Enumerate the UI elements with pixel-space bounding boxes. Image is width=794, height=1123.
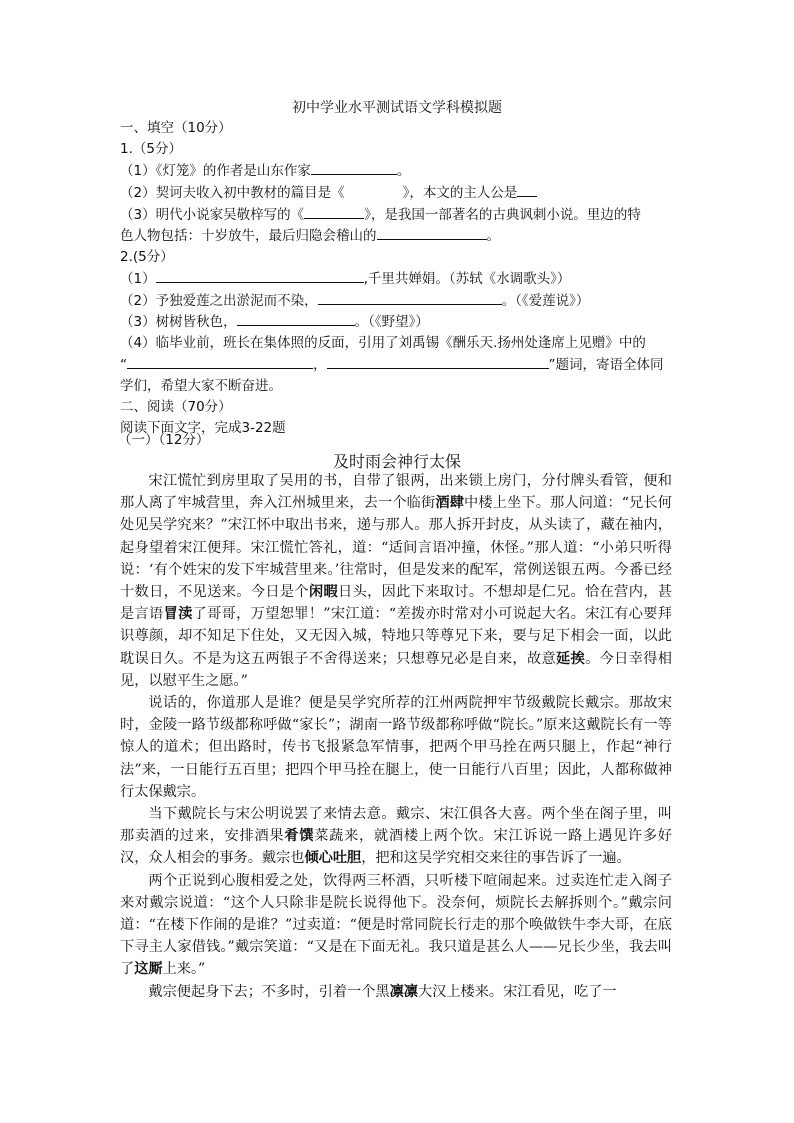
- passage-paragraph-1: [120, 470, 672, 692]
- q2-2-end: 。（《爱莲说》）: [501, 293, 590, 309]
- emphasized-word: 肴馔: [284, 828, 315, 845]
- passage-paragraph-2: [120, 692, 672, 803]
- reading-instruction: 阅读下面文字，完成3-22题: [120, 420, 286, 436]
- answer-blank[interactable]: [156, 268, 364, 283]
- passage-text: 中楼上坐下。那人问道：“兄长何处见吴学究来？”宋江怀中取出书来，递与那人。那人拆开封皮，从头读了，藏在袖内，起身望着宋江便拜。宋江慌忙答礼，道：“适间言语冲撞，休怪。”那人道：“小弟只听得说：‘有个姓宋的发下牢城营里来。’往常时，但是发来的配军，常例送银五两。今番已经十数日，不见送来。今日是个: [120, 495, 672, 601]
- q2-item-4-end: 学们，希望大家不断奋进。: [120, 378, 282, 394]
- passage-text: 。今日幸得相见，以慰平生之愿。”: [120, 650, 672, 689]
- section2-heading: 二、阅读（70分）: [120, 399, 232, 415]
- q1-3-cont-text: 色人物包括：十岁放牛，最后归隐会稽山的: [120, 228, 377, 244]
- q1-2-mid: 》，本文的主人公是: [402, 185, 518, 201]
- passage-text: 宋江慌忙到房里取了吴用的书，自带了银两，出来锁上房门，分付牌头看管，便和那人离了牢城营里，奔入江州城里来，去一个临街: [120, 473, 672, 512]
- passage-text: 说话的，你道那人是谁？便是吴学究所荐的江州两院押牢节级戴院长戴宗。那故宋时，金陵一路节级都称呼做“家长”；湖南一路节级都称呼做“院长。”原来这戴院长有一等惊人的道术；但出路时，传书飞报紧急军情事，把两个甲马拴在两只腿上，作起“神行法”来，一日能行五百里；把四个甲马拴在腿上，使一日能行八百里；因此，人都称做神行太保戴宗。: [120, 695, 672, 800]
- q2-2-text: （2）予独爱莲之出淤泥而不染，: [120, 293, 318, 309]
- answer-blank[interactable]: [327, 354, 549, 369]
- answer-blank[interactable]: [517, 182, 537, 197]
- q1-item-1: [120, 160, 410, 181]
- quote-open: “: [120, 357, 127, 373]
- emphasized-word: 凛凛: [389, 983, 418, 1000]
- part-label: （一）（12分）: [118, 432, 210, 448]
- q2-item-2: [120, 290, 589, 311]
- answer-blank[interactable]: [304, 204, 364, 219]
- q2-3-text: （3）树树皆秋色，: [120, 314, 237, 330]
- q2-item-4: （4）临毕业前，班长在集体照的反面，引用了刘禹锡《酬乐天.扬州处逢席上见赠》中的: [120, 335, 646, 351]
- passage-text: 戴宗便起身下去；不多时，引着一个黑: [148, 983, 390, 1000]
- emphasized-word: 延挨: [556, 650, 586, 667]
- q2-item-3: [120, 311, 429, 332]
- q1-3-text: （3）明代小说家吴敬梓写的《: [120, 207, 305, 223]
- emphasized-word: 倾心吐胆: [304, 850, 362, 867]
- quote-close: ”题词，寄语全体同: [548, 357, 664, 373]
- answer-blank[interactable]: [377, 225, 487, 240]
- quote-comma: ，: [313, 357, 327, 373]
- page-title: 初中学业水平测试语文学科模拟题: [292, 100, 502, 116]
- emphasized-word: 闲暇: [308, 584, 339, 601]
- passage-text: 当下戴院长与宋公明说罢了来情去意。戴宗、宋江俱各大喜。两个坐在阁子里，叫那卖酒的过来，安排酒果: [120, 806, 672, 845]
- answer-blank[interactable]: [127, 354, 313, 369]
- emphasized-word: 酒肆: [435, 495, 465, 512]
- q1-header: 1.（5分）: [120, 141, 182, 157]
- answer-blank[interactable]: [318, 290, 502, 305]
- emphasized-word: 冒渎: [163, 606, 193, 623]
- passage-title: 及时雨会神行太保: [332, 452, 461, 471]
- q1-item-3: [120, 204, 641, 225]
- passage-text: ，把和这吴学究相交来往的事告诉了一遍。: [361, 850, 631, 867]
- q1-item-3-cont: [120, 225, 500, 246]
- passage-body: [120, 470, 672, 1003]
- passage-text: 日头，因此下来取讨。不想却是仁兄。恰在营内，甚是言语: [120, 584, 672, 623]
- passage-text: 菜蔬来，就酒楼上两个饮。宋江诉说一路上遇见许多好汉，众人相会的事务。戴宗也: [120, 828, 672, 867]
- passage-text: 两个正说到心腹相爱之处，饮得两三杯酒，只听楼下喧闹起来。过卖连忙走入阁子来对戴宗说道：“这个人只除非是院长说得他下。没奈何，烦院长去解拆则个。”戴宗问道：“在楼下作闹的是谁？”过卖道：“便是时常同院长行走的那个唤做铁牛李大哥，在底下寻主人家借钱。”戴宗笑道：“又是在下面无礼。我只道是甚么人——兄长少坐，我去叫了: [120, 872, 672, 978]
- q1-1-end: 。: [396, 163, 411, 179]
- q2-item-1: [120, 268, 570, 289]
- q1-1-text: （1）《灯笼》的作者是山东作家: [120, 163, 311, 179]
- passage-paragraph-3: [120, 803, 672, 870]
- q1-item-2: [120, 182, 537, 203]
- passage-text: 大汉上楼来。宋江看见，吃了一: [417, 983, 617, 1000]
- section1-heading: 一、填空（10分）: [120, 120, 232, 136]
- q1-2-text: （2）契诃夫收入初中教材的篇目是《: [120, 185, 345, 201]
- passage-paragraph-5: [120, 981, 672, 1003]
- emphasized-word: 这厮: [134, 961, 163, 978]
- passage-paragraph-4: [120, 870, 672, 981]
- q2-header: 2.(5分）: [120, 249, 174, 265]
- passage-text: 了哥哥，万望恕罪！”宋江道：“差拨亦时常对小可说起大名。宋江有心要拜识尊颜，却不知足下住处，又无因入城，特地只等尊兄下来，要与足下相会一面，以此耽误日久。不是为这五两银子不舍得送来；只想尊兄必是自来，故意: [120, 606, 672, 667]
- q1-3-mid: 》，是我国一部著名的古典讽刺小说。里边的特: [364, 207, 641, 223]
- q2-1-end: ,千里共婵娟。（苏轼《水调歌头》）: [363, 271, 571, 287]
- passage-text: 上来。”: [162, 961, 206, 978]
- q2-3-end: 。（《野望》）: [354, 314, 429, 330]
- q1-3-end: 。: [486, 228, 500, 244]
- q2-1-text: （1）: [120, 271, 156, 287]
- answer-blank[interactable]: [311, 160, 397, 175]
- answer-blank[interactable]: [237, 311, 355, 326]
- q2-item-4-blanks: [120, 354, 664, 375]
